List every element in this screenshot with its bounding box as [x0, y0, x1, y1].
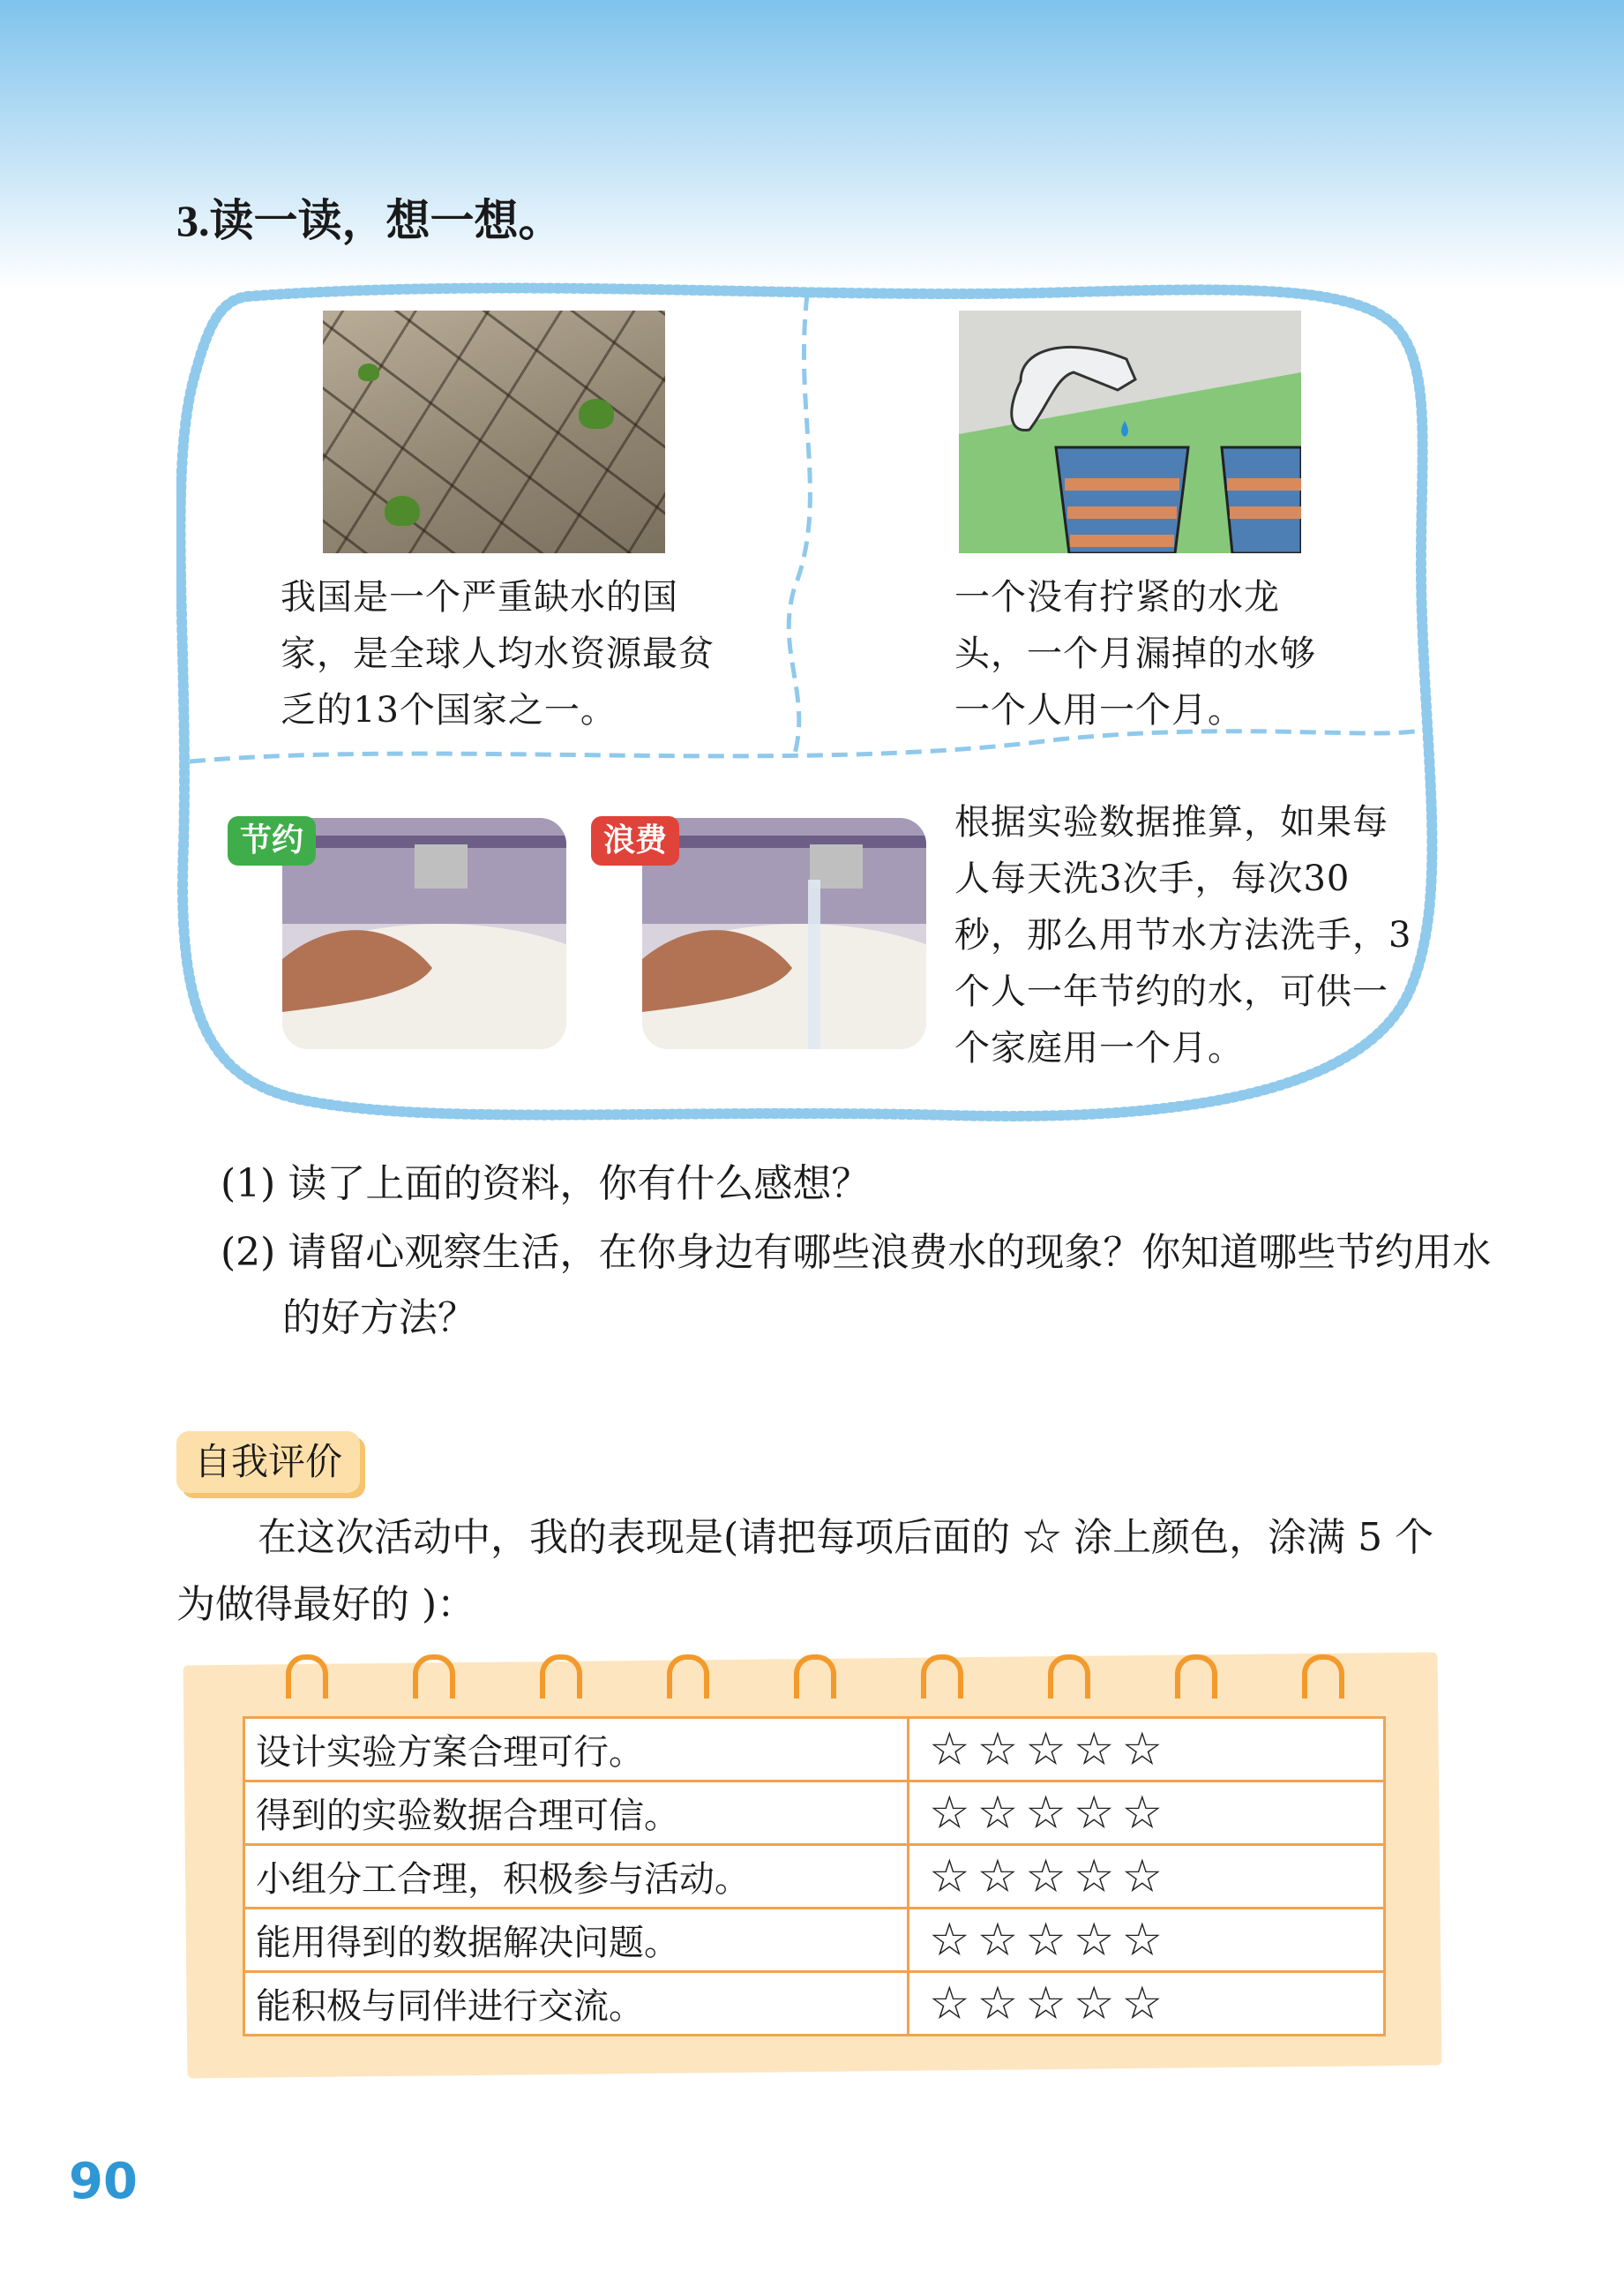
weed-plant	[358, 364, 379, 381]
handwash-text: 根据实验数据推算，如果每人每天洗3次手，每次30秒，那么用节水方法洗手，3个人一年节约的水，可供一个家庭用一个月。	[954, 802, 1412, 1069]
table-row	[244, 1972, 1385, 2036]
criterion-cell: 小组分工合理，积极参与活动。	[244, 1845, 909, 1909]
star-rating[interactable]: ☆☆☆☆☆	[909, 1845, 1385, 1909]
weed-plant	[579, 399, 614, 429]
section-heading: 3.读一读，想一想。	[176, 194, 563, 246]
table-row	[244, 1718, 1385, 1781]
handwash-wasting-photo	[642, 818, 926, 1049]
binder-ring	[286, 1654, 328, 1699]
table-row	[244, 1781, 1385, 1845]
self-eval-table	[243, 1716, 1386, 2036]
binder-ring	[667, 1654, 709, 1699]
binder-ring	[540, 1654, 582, 1699]
binder-ring	[1048, 1654, 1090, 1699]
page-number: 90	[69, 2153, 138, 2210]
cracked-soil-photo	[323, 311, 665, 553]
table-row	[244, 1845, 1385, 1909]
self-eval-intro: 在这次活动中，我的表现是(请把每项后面的 ☆ 涂上颜色，涂满 5 个为做得最好的 )：	[176, 1515, 1434, 1627]
criterion-cell: 得到的实验数据合理可信。	[244, 1781, 909, 1845]
binder-ring	[794, 1654, 836, 1699]
dripping-tap-illustration	[959, 311, 1301, 553]
save-tag: 节约	[228, 816, 316, 866]
binder-ring	[1175, 1654, 1217, 1699]
sink-drawing	[642, 818, 926, 1049]
star-rating[interactable]: ☆☆☆☆☆	[909, 1718, 1385, 1781]
weed-plant	[385, 496, 420, 526]
tap-text: 一个没有拧紧的水龙头，一个月漏掉的水够一个人用一个月。	[954, 577, 1316, 731]
table-row	[244, 1909, 1385, 1972]
drought-text: 我国是一个严重缺水的国家，是全球人均水资源最贫乏的13个国家之一。	[281, 577, 715, 731]
tap-drawing	[959, 311, 1301, 553]
star-rating[interactable]: ☆☆☆☆☆	[909, 1909, 1385, 1972]
criterion-cell: 设计实验方案合理可行。	[244, 1718, 909, 1781]
binder-ring	[1302, 1654, 1344, 1699]
binder-ring	[413, 1654, 455, 1699]
star-rating[interactable]: ☆☆☆☆☆	[909, 1972, 1385, 2036]
criterion-cell: 能积极与同伴进行交流。	[244, 1972, 909, 2036]
question-2: (2) 请留心观察生活，在你身边有哪些浪费水的现象？你知道哪些节约用水的好方法？	[221, 1230, 1492, 1340]
self-eval-title: 自我评价	[176, 1431, 360, 1493]
criterion-cell: 能用得到的数据解决问题。	[244, 1909, 909, 1972]
binder-ring	[921, 1654, 963, 1699]
handwash-saving-photo	[282, 818, 566, 1049]
waste-tag: 浪费	[591, 816, 679, 866]
sink-drawing	[282, 818, 566, 1049]
star-rating[interactable]: ☆☆☆☆☆	[909, 1781, 1385, 1845]
question-1: (1) 读了上面的资料，你有什么感想？	[221, 1161, 871, 1206]
